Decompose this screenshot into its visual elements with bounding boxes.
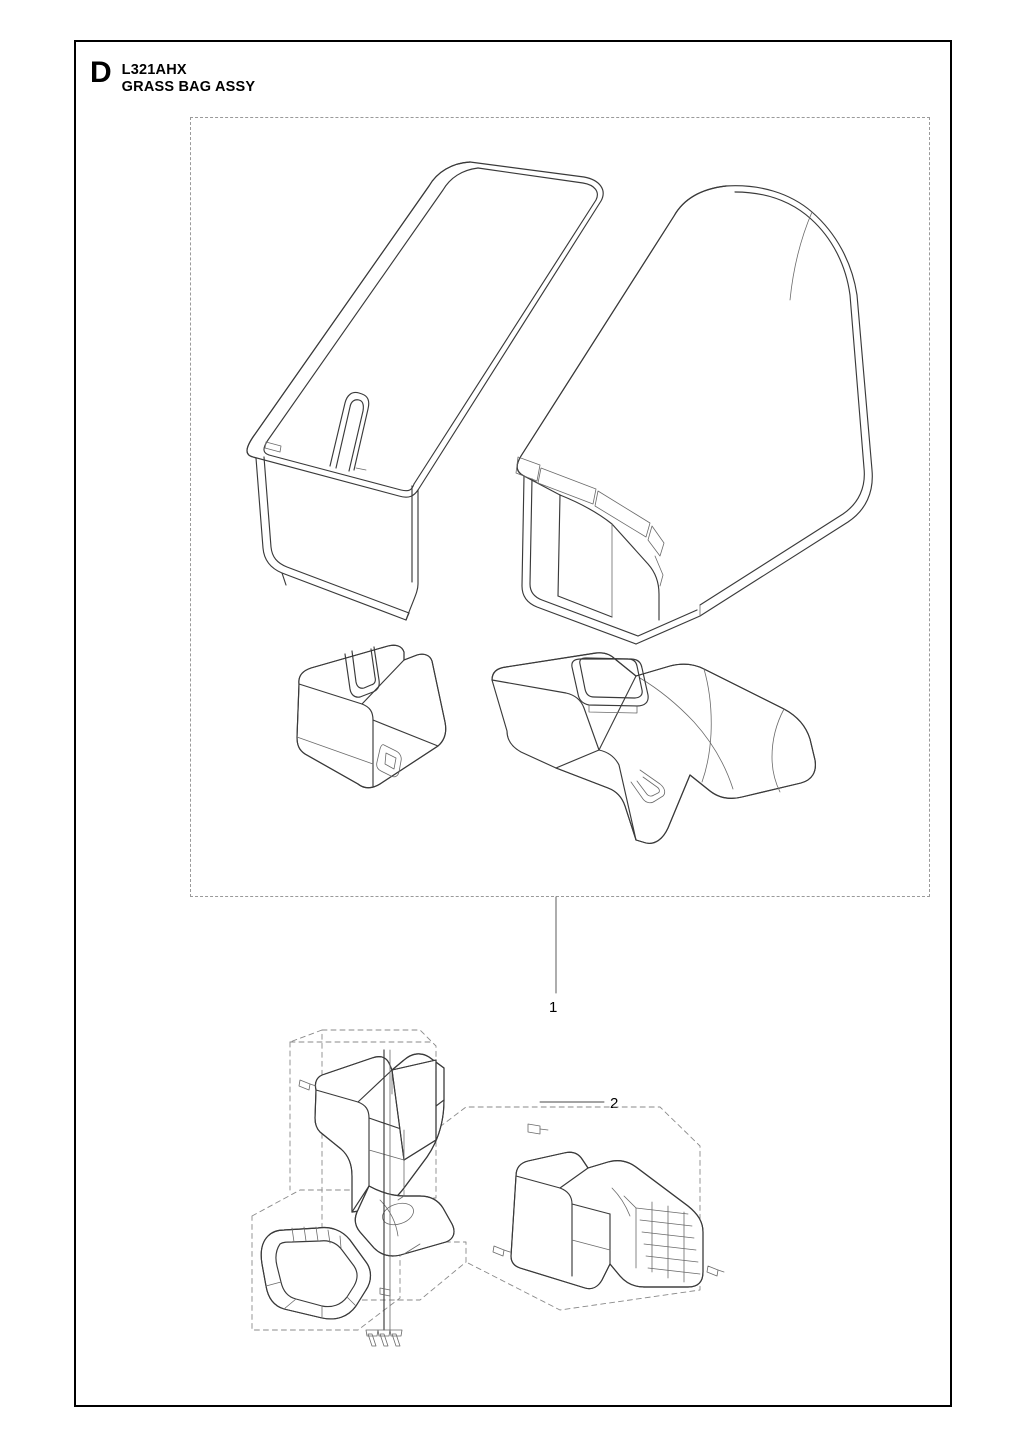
grass-bag-group-boundary xyxy=(190,117,930,897)
title-block xyxy=(122,58,256,96)
section-letter: D xyxy=(90,56,112,89)
callout-2-label: 2 xyxy=(610,1095,619,1112)
assembly-title: GRASS BAG ASSY xyxy=(121,79,256,95)
callout-1-label: 1 xyxy=(549,999,558,1016)
page-header xyxy=(90,58,255,96)
model-title: L321AHX xyxy=(121,62,187,78)
